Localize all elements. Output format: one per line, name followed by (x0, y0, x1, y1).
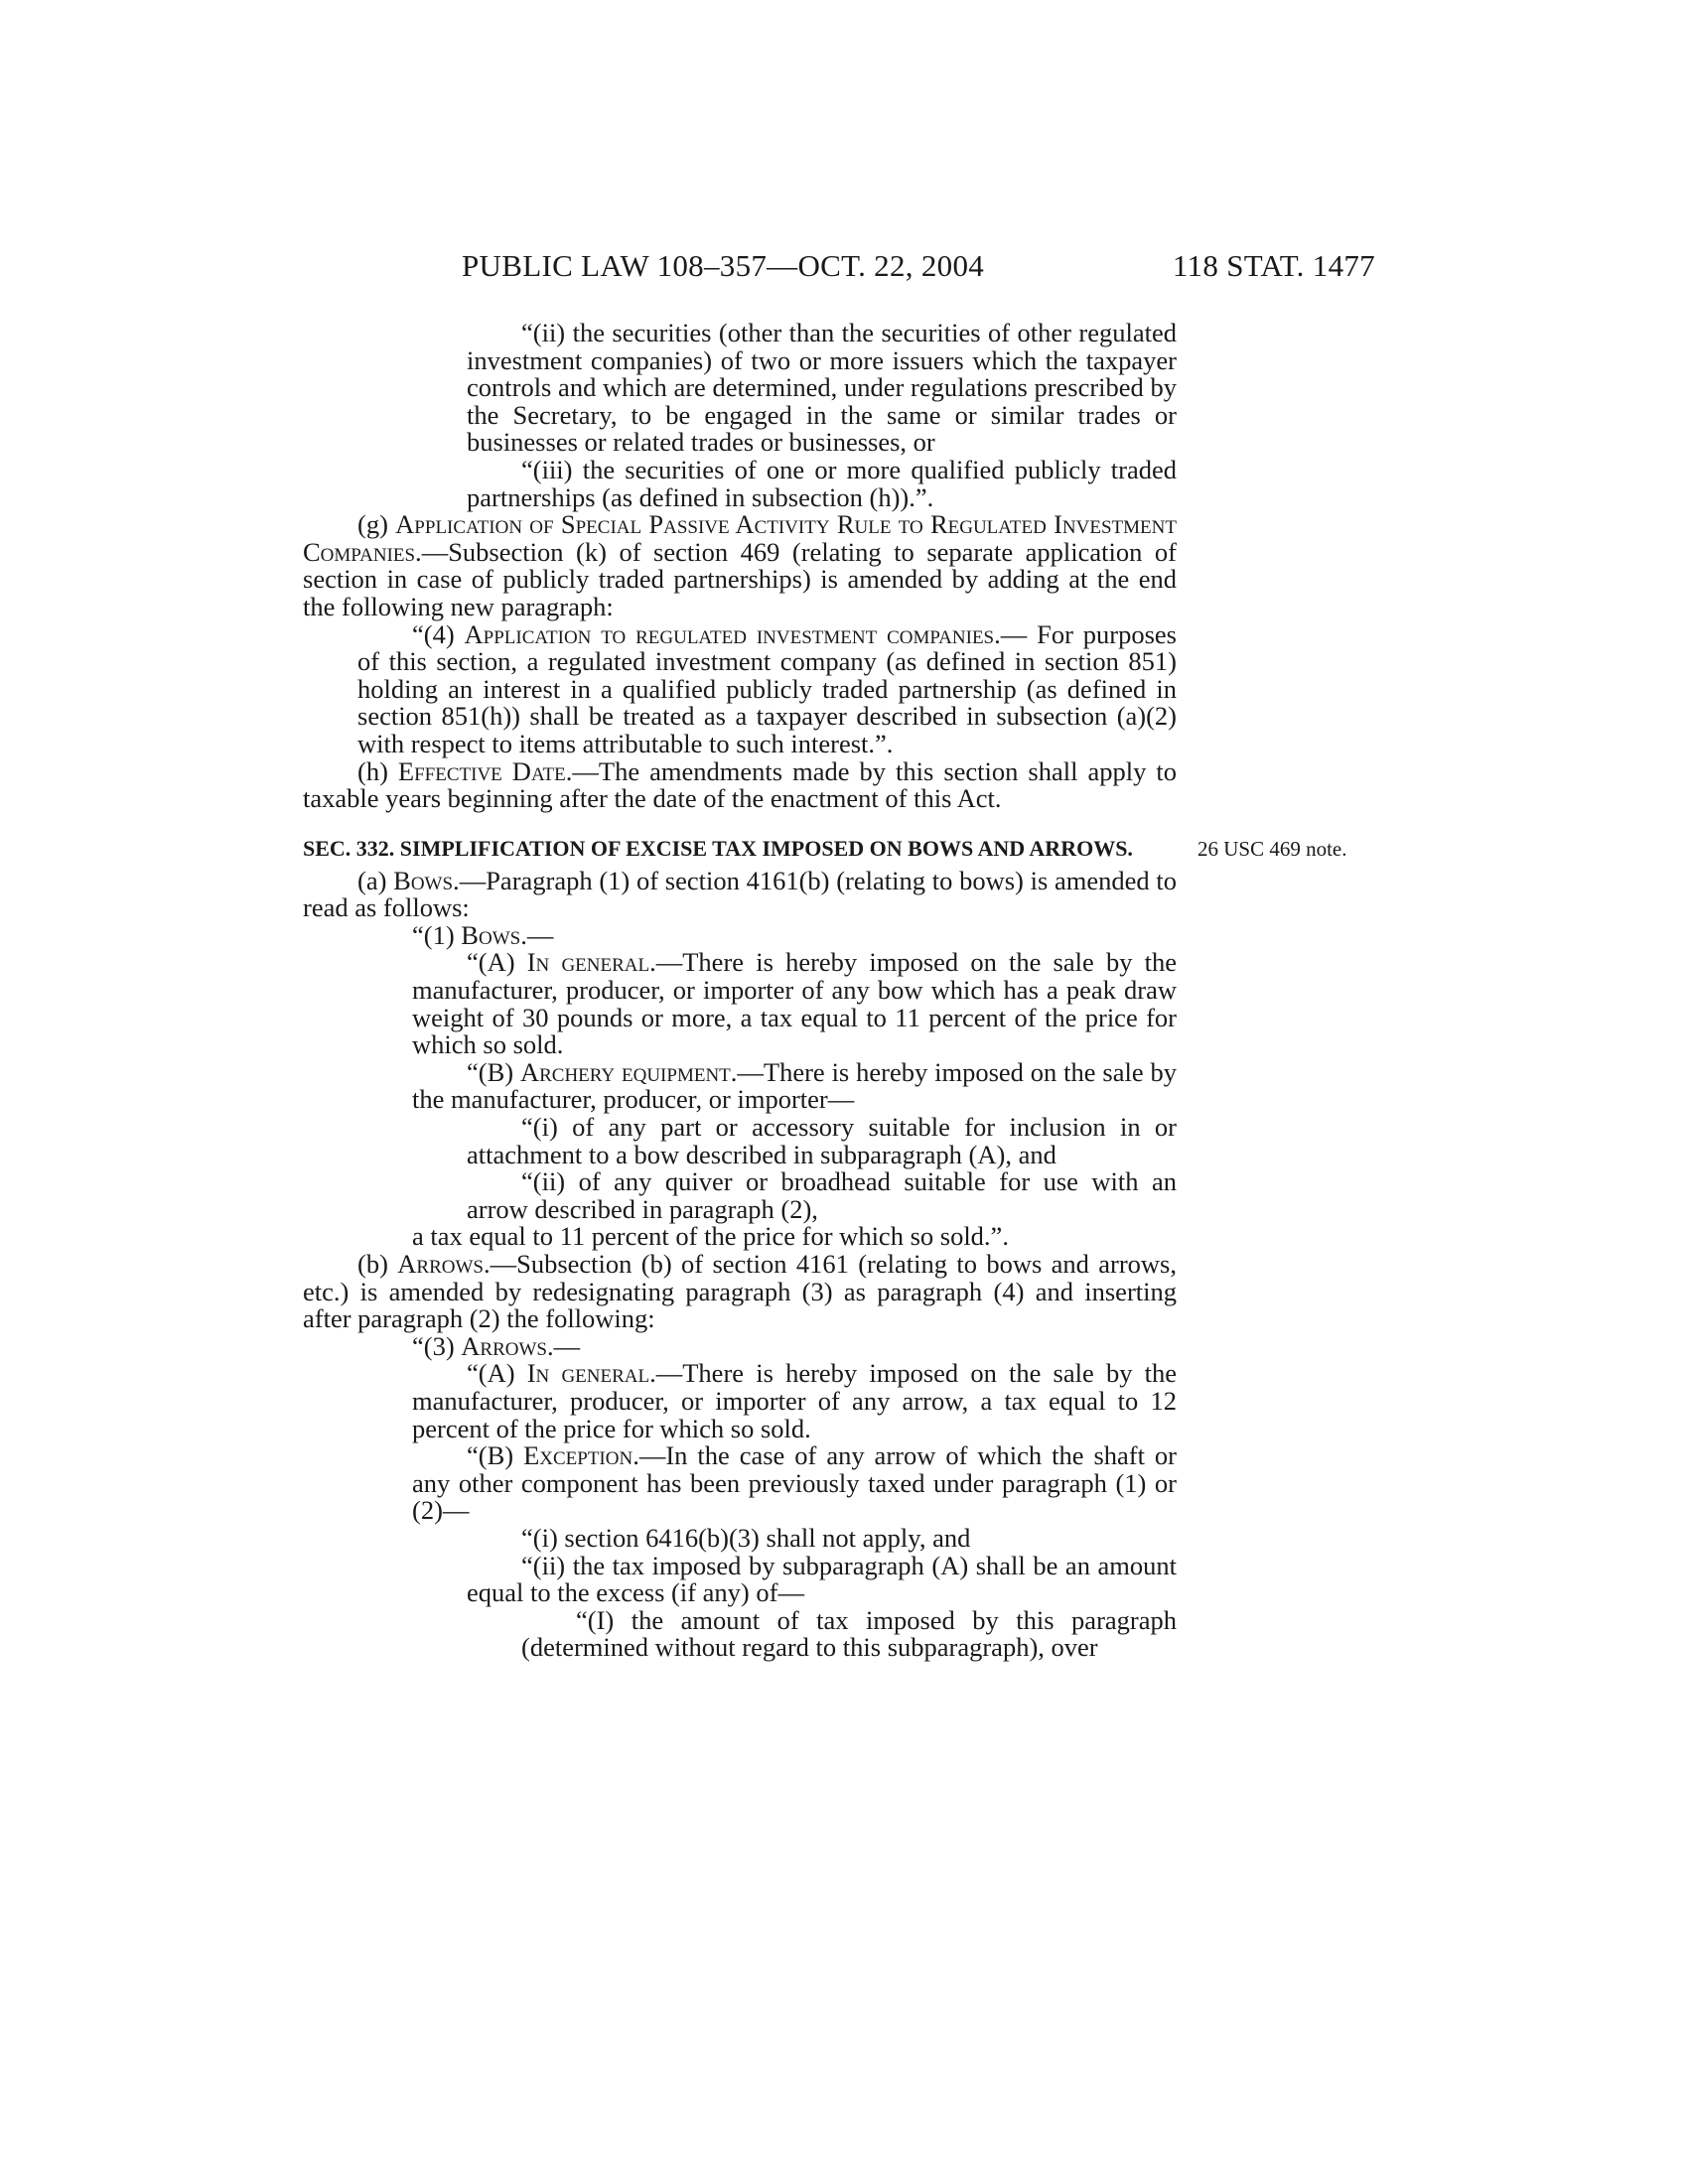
page-header (303, 248, 1375, 288)
subsection-a-label: (a) (357, 865, 394, 895)
quoted-paragraph-4 (303, 618, 1177, 758)
arrows-b-text: —In the case of any arrow of which the shaft or any other component has been previously taxed under paragraph (1) or (2)— (412, 1440, 1177, 1526)
arrows-clause-ii: “(ii) the tax imposed by subparagraph (A) shall be an amount equal to the excess (if any) of— (467, 1550, 1177, 1608)
header-page-number: 118 STAT. 1477 (1172, 248, 1375, 283)
arrows-subparagraph-b (303, 1442, 1177, 1525)
bows-subparagraph-b (303, 1056, 1177, 1115)
subsection-a-heading: Bows. (393, 865, 460, 895)
clause-ii: “(ii) the securities (other than the securities of other regulated investment companies) of two or more issuers which the taxpayer controls and which are determined, under regulations prescribed by the Secretary, to be engaged in the same or similar trades or businesses or related trades or businesses, or (467, 318, 1177, 458)
subsection-h (303, 755, 1177, 814)
paragraph-3-heading: Arrows. (461, 1330, 554, 1361)
paragraph-1-label: “(1) (412, 919, 462, 950)
subsection-g (303, 511, 1177, 620)
header-title: PUBLIC LAW 108–357—OCT. 22, 2004 (462, 248, 985, 283)
bows-clause-ii: “(ii) of any quiver or broadhead suitable for use with an arrow described in paragraph (2), (467, 1166, 1177, 1224)
subsection-h-text: —The amendments made by this section shall apply to taxable years beginning after the date of the enactment of this Act. (303, 755, 1177, 814)
bows-b-label: “(B) (467, 1056, 520, 1087)
arrows-subclause-I: “(I) the amount of tax imposed by this paragraph (determined without regard to this subparagraph), over (521, 1604, 1177, 1663)
bows-subparagraph-a (303, 949, 1177, 1058)
arrows-b-label: “(B) (467, 1440, 524, 1471)
subsection-g-heading: Application of Special Passive Activity Rule to Regulated Investment Companies. (303, 509, 1177, 567)
arrows-subparagraph-a (303, 1360, 1177, 1442)
subsection-b-heading: Arrows. (397, 1249, 491, 1279)
quoted-paragraph-4-heading: Application to regulated investment companies. (464, 618, 1001, 649)
subsection-h-heading: Effective Date. (397, 755, 573, 786)
bows-b-heading: Archery equipment. (519, 1056, 738, 1087)
paragraph-1-bows (303, 919, 1177, 950)
paragraph-3-text: — (553, 1330, 581, 1361)
subsection-a-text: —Paragraph (1) of section 4161(b) (relating to bows) is amended to read as follows: (303, 865, 1177, 923)
margin-note: 26 USC 469 note. (1197, 837, 1347, 861)
subsection-g-text: —Subsection (k) of section 469 (relating to separate application of section in case of publicly traded partnerships) is amended by adding at the end the following new paragraph: (303, 536, 1177, 621)
arrows-a-heading: In general. (526, 1358, 656, 1389)
subsection-b-label: (b) (357, 1249, 398, 1279)
bows-flush-text: a tax equal to 11 percent of the price for which so sold.”. (412, 1221, 1009, 1252)
arrows-clause-i: “(i) section 6416(b)(3) shall not apply, and (521, 1522, 971, 1553)
arrows-b-heading: Exception. (523, 1440, 639, 1471)
bows-a-heading: In general. (526, 947, 656, 978)
subsection-b-text: —Subsection (b) of section 4161 (relating to bows and arrows, etc.) is amended by redesignating paragraph (3) as paragraph (4) and inserting after paragraph (2) the following: (303, 1249, 1177, 1334)
paragraph-1-text: — (526, 919, 554, 950)
paragraph-1-heading: Bows. (461, 919, 527, 950)
subsection-a (303, 865, 1177, 923)
section-heading: SEC. 332. SIMPLIFICATION OF EXCISE TAX IMPOSED ON BOWS AND ARROWS. (303, 835, 1133, 861)
quoted-paragraph-4-text: — For purposes of this section, a regulated investment company (as defined in section 851) holding an interest in a qualified publicly traded partnership (as defined in section 851(h)) shall be treated as a taxpayer described in subsection (a)(2) with respect to items attributable to such interest.”. (357, 618, 1177, 758)
subsection-g-label: (g) (357, 509, 396, 540)
bows-clause-i: “(i) of any part or accessory suitable for inclusion in or attachment to a bow described in subparagraph (A), and (467, 1112, 1177, 1169)
arrows-a-text: —There is hereby imposed on the sale by the manufacturer, producer, or importer of any arrow, a tax equal to 12 percent of the price for which so sold. (412, 1358, 1177, 1443)
bows-a-text: —There is hereby imposed on the sale by the manufacturer, producer, or importer of any bow which has a peak draw weight of 30 pounds or more, a tax equal to 11 percent of the price for which so sold. (412, 947, 1177, 1060)
clause-iii: “(iii) the securities of one or more qualified publicly traded partnerships (as defined in subsection (h)).”. (467, 454, 1177, 512)
arrows-a-label: “(A) (467, 1358, 527, 1389)
document-body (303, 320, 1177, 1662)
quoted-paragraph-4-label: “(4) (412, 618, 465, 649)
bows-a-label: “(A) (467, 947, 527, 978)
subsection-h-label: (h) (357, 755, 398, 786)
paragraph-3-arrows (303, 1330, 1177, 1361)
subsection-b (303, 1251, 1177, 1333)
paragraph-3-label: “(3) (412, 1330, 462, 1361)
bows-b-text: —There is hereby imposed on the sale by the manufacturer, producer, or importer— (412, 1056, 1177, 1115)
